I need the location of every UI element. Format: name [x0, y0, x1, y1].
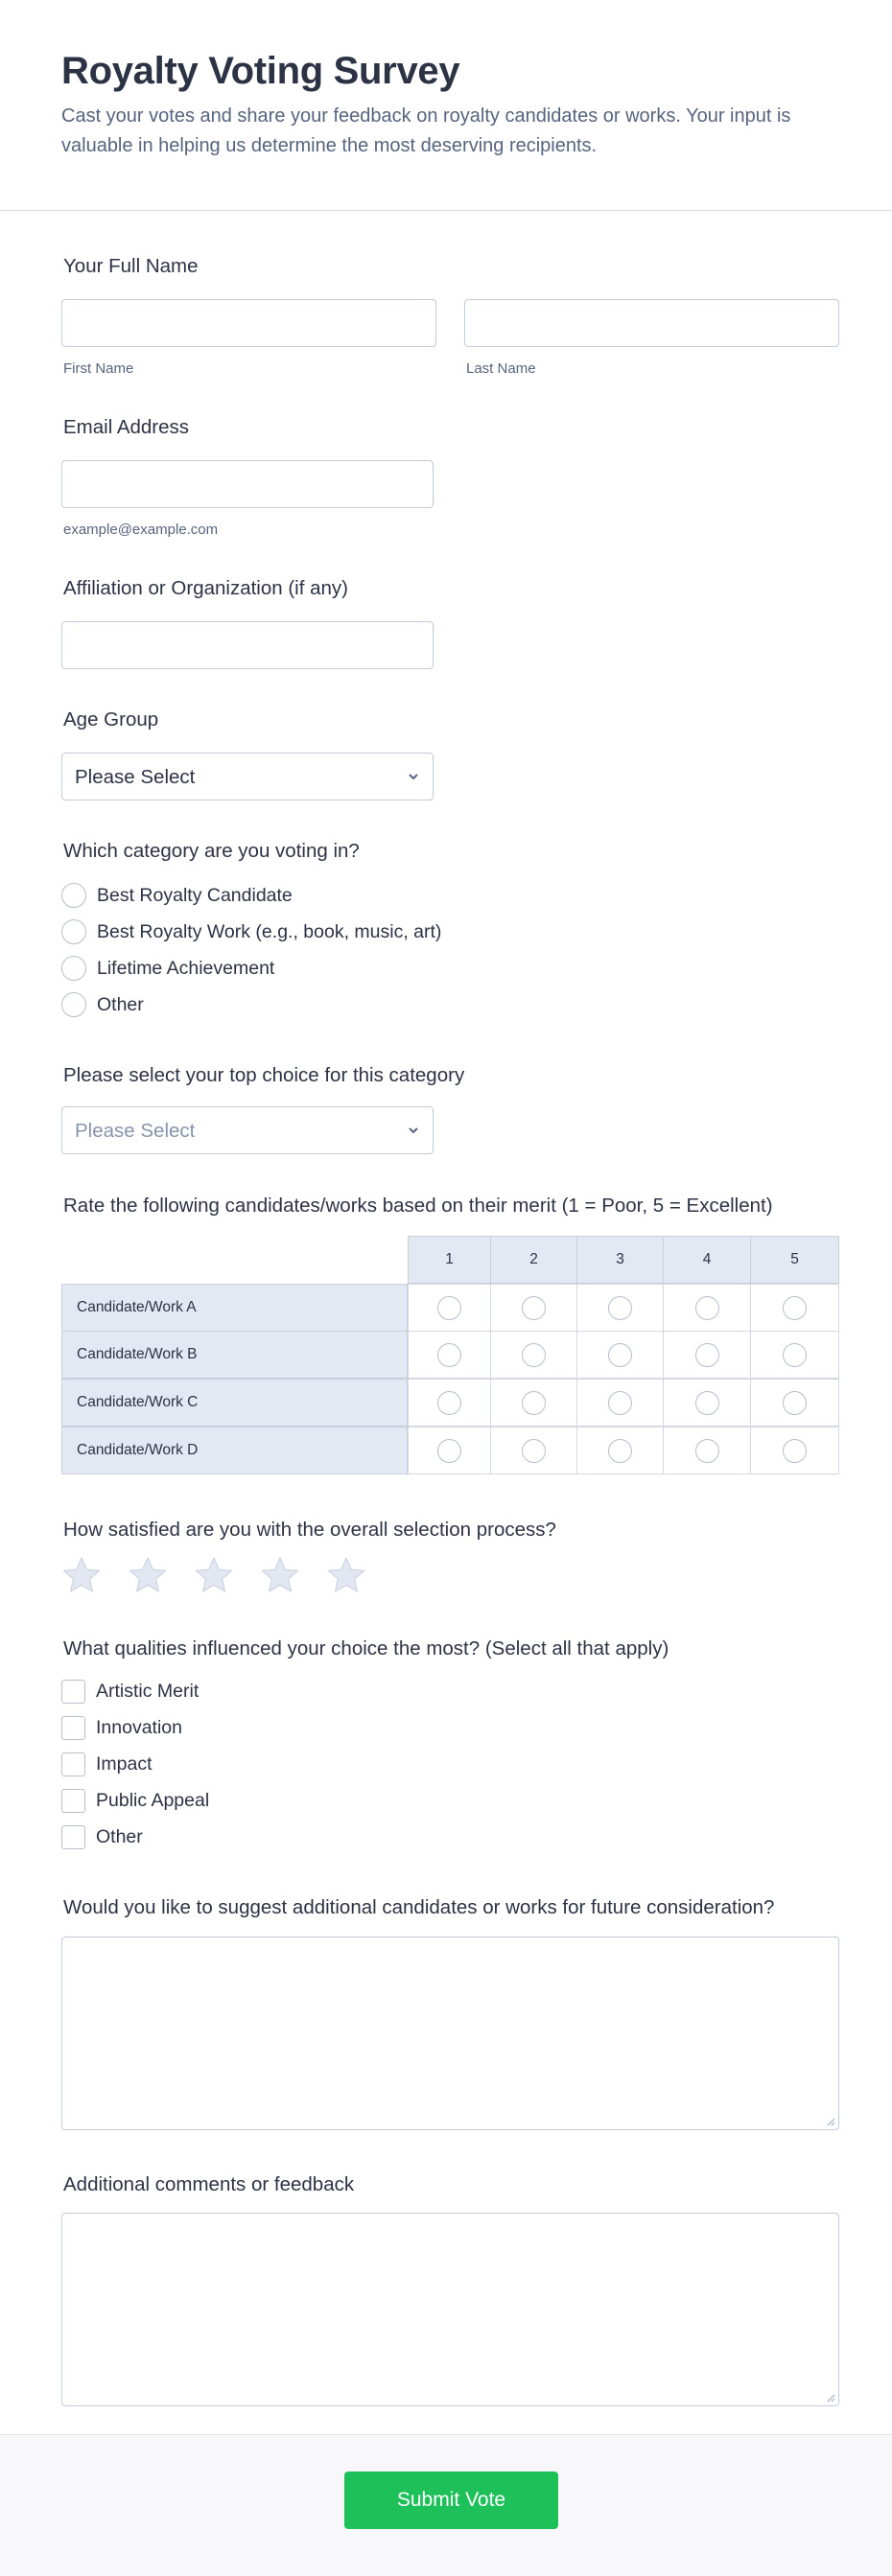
checkbox[interactable]: [61, 1716, 85, 1740]
radio-button[interactable]: [61, 956, 86, 981]
affiliation-input[interactable]: [61, 621, 434, 669]
radio-button[interactable]: [695, 1343, 719, 1367]
last-name-input[interactable]: [464, 299, 839, 347]
star-icon[interactable]: [260, 1555, 300, 1595]
quality-option[interactable]: [61, 1787, 209, 1814]
option-label: Other: [96, 1825, 143, 1847]
matrix-cell[interactable]: [408, 1427, 491, 1474]
radio-button[interactable]: [61, 992, 86, 1017]
star-rating: [61, 1555, 392, 1595]
satisfaction-label: How satisfied are you with the overall selection process?: [63, 1519, 556, 1541]
radio-button[interactable]: [61, 883, 86, 908]
category-option[interactable]: [61, 882, 293, 909]
suggestions-label: Would you like to suggest additional candidates or works for future consideration?: [63, 1896, 775, 1918]
last-name-sublabel: Last Name: [466, 360, 536, 377]
first-name-input[interactable]: [61, 299, 436, 347]
quality-option[interactable]: [61, 1678, 199, 1705]
quality-option[interactable]: [61, 1751, 153, 1777]
option-label: Innovation: [96, 1716, 182, 1738]
category-option[interactable]: [61, 991, 144, 1018]
matrix-cell[interactable]: [663, 1427, 751, 1474]
radio-button[interactable]: [522, 1343, 546, 1367]
matrix-cell[interactable]: [663, 1379, 751, 1427]
radio-button[interactable]: [783, 1391, 807, 1415]
category-label: Which category are you voting in?: [63, 840, 360, 862]
matrix-row-label: Candidate/Work B: [61, 1331, 408, 1379]
matrix-row-label: Candidate/Work D: [61, 1427, 408, 1474]
star-icon[interactable]: [326, 1555, 366, 1595]
radio-button[interactable]: [437, 1391, 461, 1415]
radio-button[interactable]: [61, 919, 86, 944]
matrix-cell[interactable]: [490, 1331, 577, 1379]
matrix-cell[interactable]: [750, 1284, 839, 1332]
option-label: Best Royalty Work (e.g., book, music, art): [97, 920, 442, 942]
option-label: Best Royalty Candidate: [97, 884, 293, 906]
top-choice-selected: Please Select: [75, 1120, 196, 1142]
option-label: Other: [97, 993, 144, 1015]
radio-button[interactable]: [695, 1391, 719, 1415]
radio-button[interactable]: [522, 1296, 546, 1320]
matrix-column-header: 1: [408, 1236, 491, 1284]
category-option[interactable]: [61, 955, 274, 982]
email-label: Email Address: [63, 416, 190, 438]
radio-button[interactable]: [783, 1296, 807, 1320]
age-group-select[interactable]: [61, 753, 434, 801]
form-header: [0, 0, 892, 211]
rating-matrix: [61, 1236, 839, 1475]
matrix-cell[interactable]: [490, 1379, 577, 1427]
email-sublabel: example@example.com: [63, 522, 219, 538]
matrix-cell[interactable]: [408, 1331, 491, 1379]
radio-button[interactable]: [522, 1391, 546, 1415]
radio-button[interactable]: [695, 1296, 719, 1320]
option-label: Impact: [96, 1752, 153, 1775]
page-subtitle: Cast your votes and share your feedback on royalty candidates or works. Your input is valuable in helping us determine the most deserving recipients.: [61, 105, 791, 156]
radio-button[interactable]: [437, 1343, 461, 1367]
radio-button[interactable]: [783, 1439, 807, 1463]
option-label: Public Appeal: [96, 1789, 210, 1811]
resize-grip-icon[interactable]: [826, 2393, 835, 2402]
radio-button[interactable]: [522, 1439, 546, 1463]
radio-button[interactable]: [695, 1439, 719, 1463]
matrix-column-header: 4: [663, 1236, 751, 1284]
comments-label: Additional comments or feedback: [63, 2173, 355, 2195]
matrix-cell[interactable]: [408, 1284, 491, 1332]
matrix-cell[interactable]: [663, 1331, 751, 1379]
radio-button[interactable]: [608, 1439, 632, 1463]
qualities-label: What qualities influenced your choice the most? (Select all that apply): [63, 1637, 669, 1659]
star-icon[interactable]: [128, 1555, 168, 1595]
matrix-cell[interactable]: [750, 1427, 839, 1474]
radio-button[interactable]: [608, 1391, 632, 1415]
suggestions-textarea[interactable]: [61, 1937, 839, 2130]
rating-label: Rate the following candidates/works based on their merit (1 = Poor, 5 = Excellent): [63, 1195, 773, 1217]
matrix-row-label: Candidate/Work A: [61, 1284, 408, 1332]
radio-button[interactable]: [783, 1343, 807, 1367]
matrix-cell[interactable]: [576, 1379, 664, 1427]
checkbox[interactable]: [61, 1680, 85, 1704]
matrix-row-label: Candidate/Work C: [61, 1379, 408, 1427]
checkbox[interactable]: [61, 1752, 85, 1776]
matrix-cell[interactable]: [576, 1331, 664, 1379]
matrix-cell[interactable]: [663, 1284, 751, 1332]
category-option[interactable]: [61, 918, 441, 945]
star-icon[interactable]: [194, 1555, 234, 1595]
matrix-cell[interactable]: [576, 1284, 664, 1332]
matrix-cell[interactable]: [408, 1379, 491, 1427]
quality-option[interactable]: [61, 1714, 182, 1741]
radio-button[interactable]: [437, 1296, 461, 1320]
email-input[interactable]: [61, 460, 434, 508]
top-choice-label: Please select your top choice for this category: [63, 1064, 465, 1086]
matrix-cell[interactable]: [490, 1427, 577, 1474]
matrix-cell[interactable]: [490, 1284, 577, 1332]
matrix-column-header: 2: [490, 1236, 577, 1284]
matrix-cell[interactable]: [576, 1427, 664, 1474]
top-choice-select[interactable]: [61, 1106, 434, 1154]
option-label: Artistic Merit: [96, 1680, 200, 1702]
chevron-down-icon: [406, 769, 421, 784]
page-title: Royalty Voting Survey: [61, 50, 460, 92]
affiliation-label: Affiliation or Organization (if any): [63, 577, 349, 599]
matrix-cell[interactable]: [750, 1379, 839, 1427]
age-group-label: Age Group: [63, 708, 159, 731]
quality-option[interactable]: [61, 1823, 143, 1850]
first-name-sublabel: First Name: [63, 360, 134, 377]
comments-textarea[interactable]: [61, 2213, 839, 2406]
age-group-selected: Please Select: [75, 766, 196, 788]
matrix-column-header: 5: [750, 1236, 839, 1284]
radio-button[interactable]: [608, 1343, 632, 1367]
checkbox[interactable]: [61, 1789, 85, 1813]
checkbox[interactable]: [61, 1825, 85, 1849]
full-name-label: Your Full Name: [63, 255, 199, 277]
matrix-cell[interactable]: [750, 1331, 839, 1379]
option-label: Lifetime Achievement: [97, 957, 275, 979]
matrix-column-header: 3: [576, 1236, 664, 1284]
radio-button[interactable]: [437, 1439, 461, 1463]
chevron-down-icon: [406, 1123, 421, 1138]
submit-vote-button[interactable]: Submit Vote: [344, 2472, 558, 2529]
resize-grip-icon[interactable]: [826, 2117, 835, 2126]
star-icon[interactable]: [61, 1555, 102, 1595]
radio-button[interactable]: [608, 1296, 632, 1320]
